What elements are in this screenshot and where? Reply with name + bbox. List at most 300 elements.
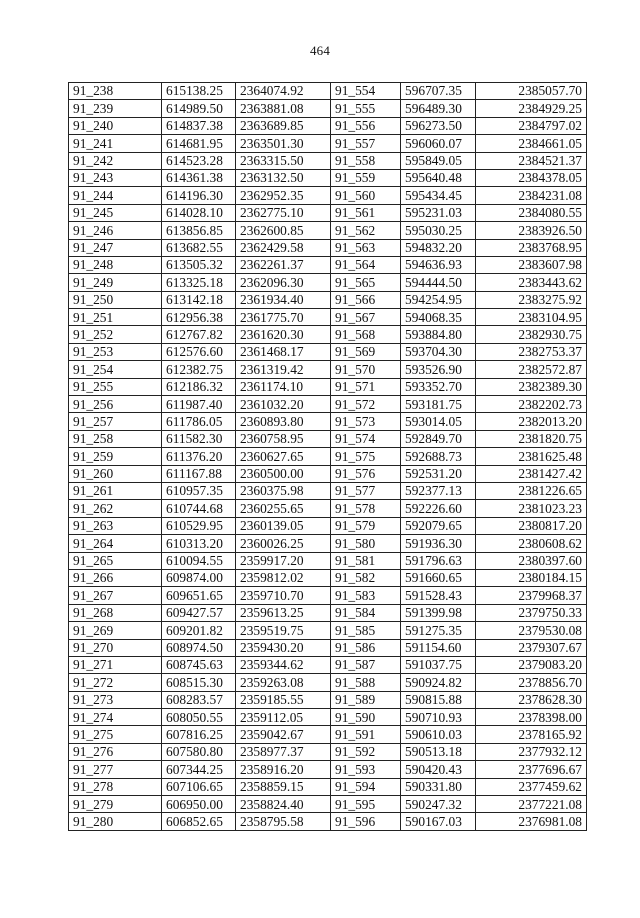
point-id-cell-right: 91_554 bbox=[331, 83, 401, 100]
y-coordinate-cell-right: 2385057.70 bbox=[476, 83, 587, 100]
y-coordinate-cell-right: 2379083.20 bbox=[476, 656, 587, 673]
y-coordinate-cell-right: 2382202.73 bbox=[476, 396, 587, 413]
point-id-cell-right: 91_582 bbox=[331, 569, 401, 586]
y-coordinate-cell-right: 2382572.87 bbox=[476, 361, 587, 378]
y-coordinate-cell: 2361934.40 bbox=[236, 291, 331, 308]
x-coordinate-cell: 606852.65 bbox=[162, 813, 236, 830]
y-coordinate-cell: 2358795.58 bbox=[236, 813, 331, 830]
x-coordinate-cell: 607106.65 bbox=[162, 778, 236, 795]
y-coordinate-cell: 2363132.50 bbox=[236, 169, 331, 186]
point-id-cell-right: 91_560 bbox=[331, 187, 401, 204]
y-coordinate-cell: 2359917.20 bbox=[236, 552, 331, 569]
point-id-cell: 91_239 bbox=[69, 100, 162, 117]
y-coordinate-cell: 2360026.25 bbox=[236, 535, 331, 552]
x-coordinate-cell: 608745.63 bbox=[162, 656, 236, 673]
point-id-cell-right: 91_568 bbox=[331, 326, 401, 343]
point-id-cell-right: 91_585 bbox=[331, 622, 401, 639]
point-id-cell-right: 91_584 bbox=[331, 604, 401, 621]
y-coordinate-cell: 2363315.50 bbox=[236, 152, 331, 169]
x-coordinate-cell-right: 590513.18 bbox=[401, 743, 476, 760]
y-coordinate-cell: 2358859.15 bbox=[236, 778, 331, 795]
table-row bbox=[69, 622, 587, 639]
y-coordinate-cell: 2359263.08 bbox=[236, 674, 331, 691]
x-coordinate-cell-right: 595030.25 bbox=[401, 222, 476, 239]
point-id-cell-right: 91_591 bbox=[331, 726, 401, 743]
point-id-cell-right: 91_588 bbox=[331, 674, 401, 691]
table-row bbox=[69, 169, 587, 186]
x-coordinate-cell: 613682.55 bbox=[162, 239, 236, 256]
table-row bbox=[69, 813, 587, 830]
x-coordinate-cell-right: 594254.95 bbox=[401, 291, 476, 308]
point-id-cell-right: 91_563 bbox=[331, 239, 401, 256]
x-coordinate-cell: 609427.57 bbox=[162, 604, 236, 621]
x-coordinate-cell-right: 590247.32 bbox=[401, 796, 476, 813]
x-coordinate-cell: 608050.55 bbox=[162, 709, 236, 726]
x-coordinate-cell-right: 590815.88 bbox=[401, 691, 476, 708]
y-coordinate-cell-right: 2378165.92 bbox=[476, 726, 587, 743]
table-row bbox=[69, 604, 587, 621]
y-coordinate-cell-right: 2377932.12 bbox=[476, 743, 587, 760]
x-coordinate-cell-right: 591796.63 bbox=[401, 552, 476, 569]
table-row bbox=[69, 83, 587, 100]
table-row bbox=[69, 656, 587, 673]
x-coordinate-cell: 611376.20 bbox=[162, 448, 236, 465]
y-coordinate-cell: 2359185.55 bbox=[236, 691, 331, 708]
point-id-cell-right: 91_576 bbox=[331, 465, 401, 482]
point-id-cell-right: 91_580 bbox=[331, 535, 401, 552]
x-coordinate-cell: 607816.25 bbox=[162, 726, 236, 743]
y-coordinate-cell-right: 2380397.60 bbox=[476, 552, 587, 569]
x-coordinate-cell-right: 593352.70 bbox=[401, 378, 476, 395]
table-row bbox=[69, 239, 587, 256]
x-coordinate-cell: 607344.25 bbox=[162, 761, 236, 778]
table-row bbox=[69, 326, 587, 343]
table-row bbox=[69, 535, 587, 552]
y-coordinate-cell: 2361032.20 bbox=[236, 396, 331, 413]
point-id-cell: 91_269 bbox=[69, 622, 162, 639]
x-coordinate-cell: 610744.68 bbox=[162, 500, 236, 517]
table-row bbox=[69, 117, 587, 134]
point-id-cell-right: 91_569 bbox=[331, 343, 401, 360]
x-coordinate-cell: 612382.75 bbox=[162, 361, 236, 378]
point-id-cell: 91_241 bbox=[69, 135, 162, 152]
y-coordinate-cell: 2359430.20 bbox=[236, 639, 331, 656]
table-row bbox=[69, 274, 587, 291]
x-coordinate-cell-right: 595849.05 bbox=[401, 152, 476, 169]
point-id-cell: 91_244 bbox=[69, 187, 162, 204]
table-row bbox=[69, 413, 587, 430]
x-coordinate-cell: 614681.95 bbox=[162, 135, 236, 152]
x-coordinate-cell: 611786.05 bbox=[162, 413, 236, 430]
y-coordinate-cell-right: 2379750.33 bbox=[476, 604, 587, 621]
point-id-cell-right: 91_555 bbox=[331, 100, 401, 117]
y-coordinate-cell-right: 2379530.08 bbox=[476, 622, 587, 639]
y-coordinate-cell-right: 2380184.15 bbox=[476, 569, 587, 586]
point-id-cell-right: 91_595 bbox=[331, 796, 401, 813]
point-id-cell: 91_259 bbox=[69, 448, 162, 465]
point-id-cell: 91_280 bbox=[69, 813, 162, 830]
y-coordinate-cell-right: 2383104.95 bbox=[476, 309, 587, 326]
y-coordinate-cell-right: 2377696.67 bbox=[476, 761, 587, 778]
point-id-cell: 91_242 bbox=[69, 152, 162, 169]
point-id-cell: 91_262 bbox=[69, 500, 162, 517]
point-id-cell-right: 91_572 bbox=[331, 396, 401, 413]
x-coordinate-cell-right: 591275.35 bbox=[401, 622, 476, 639]
y-coordinate-cell: 2361319.42 bbox=[236, 361, 331, 378]
table-row bbox=[69, 587, 587, 604]
x-coordinate-cell-right: 590420.43 bbox=[401, 761, 476, 778]
table-row bbox=[69, 517, 587, 534]
point-id-cell: 91_264 bbox=[69, 535, 162, 552]
point-id-cell: 91_252 bbox=[69, 326, 162, 343]
point-id-cell-right: 91_596 bbox=[331, 813, 401, 830]
x-coordinate-cell-right: 592377.13 bbox=[401, 482, 476, 499]
point-id-cell: 91_270 bbox=[69, 639, 162, 656]
page-number: 464 bbox=[309, 43, 331, 58]
y-coordinate-cell-right: 2383275.92 bbox=[476, 291, 587, 308]
table-row bbox=[69, 552, 587, 569]
y-coordinate-cell: 2362429.58 bbox=[236, 239, 331, 256]
table-row bbox=[69, 448, 587, 465]
y-coordinate-cell-right: 2381226.65 bbox=[476, 482, 587, 499]
y-coordinate-cell-right: 2384521.37 bbox=[476, 152, 587, 169]
x-coordinate-cell-right: 593181.75 bbox=[401, 396, 476, 413]
x-coordinate-cell: 614196.30 bbox=[162, 187, 236, 204]
y-coordinate-cell: 2362600.85 bbox=[236, 222, 331, 239]
y-coordinate-cell: 2358916.20 bbox=[236, 761, 331, 778]
point-id-cell-right: 91_573 bbox=[331, 413, 401, 430]
y-coordinate-cell-right: 2384231.08 bbox=[476, 187, 587, 204]
table-row bbox=[69, 639, 587, 656]
x-coordinate-cell-right: 594832.20 bbox=[401, 239, 476, 256]
y-coordinate-cell-right: 2380817.20 bbox=[476, 517, 587, 534]
point-id-cell-right: 91_581 bbox=[331, 552, 401, 569]
x-coordinate-cell-right: 592079.65 bbox=[401, 517, 476, 534]
table-row bbox=[69, 135, 587, 152]
y-coordinate-cell-right: 2378628.30 bbox=[476, 691, 587, 708]
point-id-cell: 91_277 bbox=[69, 761, 162, 778]
y-coordinate-cell: 2363689.85 bbox=[236, 117, 331, 134]
x-coordinate-cell-right: 596060.07 bbox=[401, 135, 476, 152]
point-id-cell: 91_251 bbox=[69, 309, 162, 326]
table-row bbox=[69, 100, 587, 117]
x-coordinate-cell: 614028.10 bbox=[162, 204, 236, 221]
y-coordinate-cell-right: 2382389.30 bbox=[476, 378, 587, 395]
point-id-cell: 91_245 bbox=[69, 204, 162, 221]
y-coordinate-cell-right: 2381023.23 bbox=[476, 500, 587, 517]
x-coordinate-cell: 607580.80 bbox=[162, 743, 236, 760]
y-coordinate-cell: 2359042.67 bbox=[236, 726, 331, 743]
table-row bbox=[69, 569, 587, 586]
point-id-cell-right: 91_589 bbox=[331, 691, 401, 708]
x-coordinate-cell: 608974.50 bbox=[162, 639, 236, 656]
table-row bbox=[69, 674, 587, 691]
point-id-cell: 91_266 bbox=[69, 569, 162, 586]
point-id-cell-right: 91_570 bbox=[331, 361, 401, 378]
y-coordinate-cell-right: 2383443.62 bbox=[476, 274, 587, 291]
x-coordinate-cell: 610094.55 bbox=[162, 552, 236, 569]
point-id-cell: 91_240 bbox=[69, 117, 162, 134]
point-id-cell: 91_250 bbox=[69, 291, 162, 308]
x-coordinate-cell: 615138.25 bbox=[162, 83, 236, 100]
y-coordinate-cell-right: 2384797.02 bbox=[476, 117, 587, 134]
y-coordinate-cell-right: 2384378.05 bbox=[476, 169, 587, 186]
y-coordinate-cell: 2359112.05 bbox=[236, 709, 331, 726]
point-id-cell-right: 91_574 bbox=[331, 430, 401, 447]
table-row bbox=[69, 291, 587, 308]
table-row bbox=[69, 778, 587, 795]
table-row bbox=[69, 430, 587, 447]
y-coordinate-cell-right: 2380608.62 bbox=[476, 535, 587, 552]
x-coordinate-cell-right: 593526.90 bbox=[401, 361, 476, 378]
x-coordinate-cell: 609651.65 bbox=[162, 587, 236, 604]
point-id-cell: 91_272 bbox=[69, 674, 162, 691]
point-id-cell: 91_278 bbox=[69, 778, 162, 795]
x-coordinate-cell-right: 596273.50 bbox=[401, 117, 476, 134]
point-id-cell: 91_254 bbox=[69, 361, 162, 378]
y-coordinate-cell: 2362261.37 bbox=[236, 256, 331, 273]
y-coordinate-cell-right: 2383926.50 bbox=[476, 222, 587, 239]
point-id-cell: 91_253 bbox=[69, 343, 162, 360]
y-coordinate-cell-right: 2383607.98 bbox=[476, 256, 587, 273]
x-coordinate-cell: 611987.40 bbox=[162, 396, 236, 413]
x-coordinate-cell: 610957.35 bbox=[162, 482, 236, 499]
y-coordinate-cell: 2362096.30 bbox=[236, 274, 331, 291]
point-id-cell: 91_271 bbox=[69, 656, 162, 673]
point-id-cell: 91_267 bbox=[69, 587, 162, 604]
x-coordinate-cell-right: 591936.30 bbox=[401, 535, 476, 552]
point-id-cell: 91_263 bbox=[69, 517, 162, 534]
coordinates-table bbox=[68, 82, 587, 831]
point-id-cell: 91_256 bbox=[69, 396, 162, 413]
y-coordinate-cell: 2360627.65 bbox=[236, 448, 331, 465]
x-coordinate-cell: 612576.60 bbox=[162, 343, 236, 360]
table-row bbox=[69, 743, 587, 760]
point-id-cell: 91_238 bbox=[69, 83, 162, 100]
x-coordinate-cell-right: 590167.03 bbox=[401, 813, 476, 830]
x-coordinate-cell-right: 592226.60 bbox=[401, 500, 476, 517]
y-coordinate-cell: 2360500.00 bbox=[236, 465, 331, 482]
point-id-cell: 91_276 bbox=[69, 743, 162, 760]
x-coordinate-cell: 609201.82 bbox=[162, 622, 236, 639]
y-coordinate-cell-right: 2378398.00 bbox=[476, 709, 587, 726]
y-coordinate-cell: 2362775.10 bbox=[236, 204, 331, 221]
point-id-cell-right: 91_587 bbox=[331, 656, 401, 673]
x-coordinate-cell-right: 590610.03 bbox=[401, 726, 476, 743]
table-row bbox=[69, 709, 587, 726]
point-id-cell-right: 91_590 bbox=[331, 709, 401, 726]
x-coordinate-cell-right: 594068.35 bbox=[401, 309, 476, 326]
table-row bbox=[69, 796, 587, 813]
table-row bbox=[69, 222, 587, 239]
x-coordinate-cell: 609874.00 bbox=[162, 569, 236, 586]
y-coordinate-cell: 2359613.25 bbox=[236, 604, 331, 621]
x-coordinate-cell-right: 591399.98 bbox=[401, 604, 476, 621]
point-id-cell-right: 91_559 bbox=[331, 169, 401, 186]
x-coordinate-cell: 613142.18 bbox=[162, 291, 236, 308]
x-coordinate-cell-right: 591037.75 bbox=[401, 656, 476, 673]
y-coordinate-cell-right: 2379968.37 bbox=[476, 587, 587, 604]
x-coordinate-cell: 614523.28 bbox=[162, 152, 236, 169]
table-row bbox=[69, 187, 587, 204]
x-coordinate-cell-right: 595434.45 bbox=[401, 187, 476, 204]
x-coordinate-cell-right: 596489.30 bbox=[401, 100, 476, 117]
point-id-cell: 91_274 bbox=[69, 709, 162, 726]
x-coordinate-cell-right: 590331.80 bbox=[401, 778, 476, 795]
x-coordinate-cell-right: 591528.43 bbox=[401, 587, 476, 604]
point-id-cell-right: 91_571 bbox=[331, 378, 401, 395]
x-coordinate-cell-right: 591154.60 bbox=[401, 639, 476, 656]
table-row bbox=[69, 256, 587, 273]
y-coordinate-cell: 2363881.08 bbox=[236, 100, 331, 117]
y-coordinate-cell: 2364074.92 bbox=[236, 83, 331, 100]
table-row bbox=[69, 396, 587, 413]
coordinates-table-body bbox=[69, 83, 587, 831]
y-coordinate-cell: 2360255.65 bbox=[236, 500, 331, 517]
y-coordinate-cell-right: 2376981.08 bbox=[476, 813, 587, 830]
y-coordinate-cell-right: 2381820.75 bbox=[476, 430, 587, 447]
point-id-cell-right: 91_579 bbox=[331, 517, 401, 534]
point-id-cell: 91_249 bbox=[69, 274, 162, 291]
table-row bbox=[69, 378, 587, 395]
x-coordinate-cell: 613325.18 bbox=[162, 274, 236, 291]
y-coordinate-cell-right: 2381625.48 bbox=[476, 448, 587, 465]
x-coordinate-cell: 611582.30 bbox=[162, 430, 236, 447]
table-row bbox=[69, 361, 587, 378]
point-id-cell: 91_261 bbox=[69, 482, 162, 499]
x-coordinate-cell-right: 596707.35 bbox=[401, 83, 476, 100]
y-coordinate-cell: 2359812.02 bbox=[236, 569, 331, 586]
x-coordinate-cell: 608515.30 bbox=[162, 674, 236, 691]
y-coordinate-cell-right: 2384661.05 bbox=[476, 135, 587, 152]
point-id-cell: 91_243 bbox=[69, 169, 162, 186]
y-coordinate-cell-right: 2381427.42 bbox=[476, 465, 587, 482]
x-coordinate-cell-right: 590710.93 bbox=[401, 709, 476, 726]
point-id-cell-right: 91_556 bbox=[331, 117, 401, 134]
point-id-cell-right: 91_592 bbox=[331, 743, 401, 760]
x-coordinate-cell: 613505.32 bbox=[162, 256, 236, 273]
point-id-cell-right: 91_557 bbox=[331, 135, 401, 152]
point-id-cell: 91_247 bbox=[69, 239, 162, 256]
point-id-cell-right: 91_566 bbox=[331, 291, 401, 308]
table-row bbox=[69, 691, 587, 708]
x-coordinate-cell-right: 591660.65 bbox=[401, 569, 476, 586]
point-id-cell: 91_265 bbox=[69, 552, 162, 569]
y-coordinate-cell-right: 2379307.67 bbox=[476, 639, 587, 656]
y-coordinate-cell: 2361468.17 bbox=[236, 343, 331, 360]
x-coordinate-cell: 612767.82 bbox=[162, 326, 236, 343]
table-row bbox=[69, 726, 587, 743]
y-coordinate-cell-right: 2377459.62 bbox=[476, 778, 587, 795]
y-coordinate-cell: 2359710.70 bbox=[236, 587, 331, 604]
table-row bbox=[69, 761, 587, 778]
x-coordinate-cell: 614361.38 bbox=[162, 169, 236, 186]
x-coordinate-cell: 610529.95 bbox=[162, 517, 236, 534]
point-id-cell-right: 91_583 bbox=[331, 587, 401, 604]
x-coordinate-cell-right: 592531.20 bbox=[401, 465, 476, 482]
y-coordinate-cell: 2363501.30 bbox=[236, 135, 331, 152]
x-coordinate-cell-right: 593884.80 bbox=[401, 326, 476, 343]
point-id-cell-right: 91_578 bbox=[331, 500, 401, 517]
table-row bbox=[69, 465, 587, 482]
x-coordinate-cell: 613856.85 bbox=[162, 222, 236, 239]
point-id-cell: 91_255 bbox=[69, 378, 162, 395]
x-coordinate-cell: 606950.00 bbox=[162, 796, 236, 813]
y-coordinate-cell: 2358977.37 bbox=[236, 743, 331, 760]
point-id-cell: 91_248 bbox=[69, 256, 162, 273]
point-id-cell-right: 91_565 bbox=[331, 274, 401, 291]
y-coordinate-cell-right: 2383768.95 bbox=[476, 239, 587, 256]
x-coordinate-cell-right: 592849.70 bbox=[401, 430, 476, 447]
point-id-cell-right: 91_577 bbox=[331, 482, 401, 499]
x-coordinate-cell: 608283.57 bbox=[162, 691, 236, 708]
y-coordinate-cell-right: 2377221.08 bbox=[476, 796, 587, 813]
point-id-cell: 91_275 bbox=[69, 726, 162, 743]
x-coordinate-cell-right: 590924.82 bbox=[401, 674, 476, 691]
point-id-cell-right: 91_558 bbox=[331, 152, 401, 169]
y-coordinate-cell-right: 2382930.75 bbox=[476, 326, 587, 343]
y-coordinate-cell-right: 2384080.55 bbox=[476, 204, 587, 221]
y-coordinate-cell: 2360893.80 bbox=[236, 413, 331, 430]
y-coordinate-cell-right: 2382753.37 bbox=[476, 343, 587, 360]
point-id-cell: 91_273 bbox=[69, 691, 162, 708]
point-id-cell-right: 91_561 bbox=[331, 204, 401, 221]
x-coordinate-cell: 614837.38 bbox=[162, 117, 236, 134]
y-coordinate-cell: 2361620.30 bbox=[236, 326, 331, 343]
point-id-cell-right: 91_593 bbox=[331, 761, 401, 778]
table-row bbox=[69, 482, 587, 499]
point-id-cell-right: 91_567 bbox=[331, 309, 401, 326]
y-coordinate-cell: 2359519.75 bbox=[236, 622, 331, 639]
point-id-cell: 91_268 bbox=[69, 604, 162, 621]
y-coordinate-cell: 2361174.10 bbox=[236, 378, 331, 395]
x-coordinate-cell-right: 595231.03 bbox=[401, 204, 476, 221]
y-coordinate-cell: 2359344.62 bbox=[236, 656, 331, 673]
y-coordinate-cell-right: 2382013.20 bbox=[476, 413, 587, 430]
table-row bbox=[69, 343, 587, 360]
y-coordinate-cell: 2358824.40 bbox=[236, 796, 331, 813]
x-coordinate-cell-right: 594444.50 bbox=[401, 274, 476, 291]
table-row bbox=[69, 152, 587, 169]
x-coordinate-cell: 611167.88 bbox=[162, 465, 236, 482]
table-row bbox=[69, 500, 587, 517]
x-coordinate-cell-right: 593014.05 bbox=[401, 413, 476, 430]
point-id-cell: 91_257 bbox=[69, 413, 162, 430]
table-row bbox=[69, 309, 587, 326]
y-coordinate-cell-right: 2384929.25 bbox=[476, 100, 587, 117]
y-coordinate-cell: 2360375.98 bbox=[236, 482, 331, 499]
y-coordinate-cell: 2360139.05 bbox=[236, 517, 331, 534]
point-id-cell-right: 91_564 bbox=[331, 256, 401, 273]
y-coordinate-cell: 2361775.70 bbox=[236, 309, 331, 326]
table-row bbox=[69, 204, 587, 221]
y-coordinate-cell: 2360758.95 bbox=[236, 430, 331, 447]
x-coordinate-cell: 612186.32 bbox=[162, 378, 236, 395]
point-id-cell-right: 91_586 bbox=[331, 639, 401, 656]
y-coordinate-cell: 2362952.35 bbox=[236, 187, 331, 204]
x-coordinate-cell-right: 593704.30 bbox=[401, 343, 476, 360]
point-id-cell: 91_279 bbox=[69, 796, 162, 813]
x-coordinate-cell-right: 592688.73 bbox=[401, 448, 476, 465]
x-coordinate-cell: 610313.20 bbox=[162, 535, 236, 552]
x-coordinate-cell-right: 595640.48 bbox=[401, 169, 476, 186]
point-id-cell: 91_246 bbox=[69, 222, 162, 239]
x-coordinate-cell: 614989.50 bbox=[162, 100, 236, 117]
y-coordinate-cell-right: 2378856.70 bbox=[476, 674, 587, 691]
point-id-cell-right: 91_594 bbox=[331, 778, 401, 795]
x-coordinate-cell-right: 594636.93 bbox=[401, 256, 476, 273]
point-id-cell-right: 91_562 bbox=[331, 222, 401, 239]
